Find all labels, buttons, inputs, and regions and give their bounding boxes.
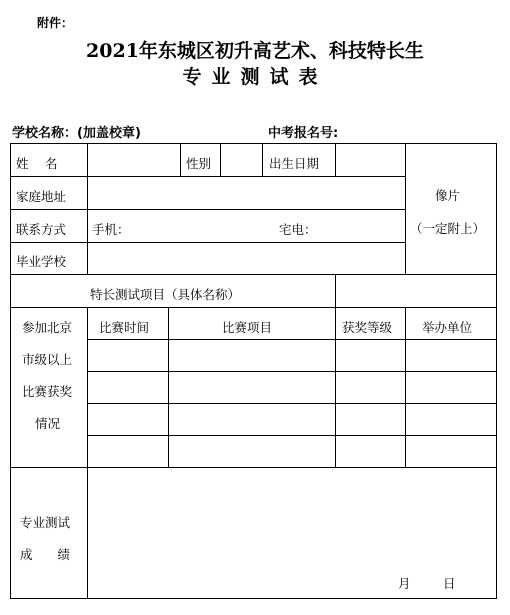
column-header-award-level: 获奖等级 — [342, 320, 393, 335]
score-label-line1: 专业测试 — [20, 515, 71, 530]
col-line — [168, 307, 169, 467]
row-line — [10, 307, 497, 308]
row-line — [10, 467, 497, 468]
attachment-label: 附件： — [37, 16, 74, 30]
photo-note: （一定附上） — [410, 221, 486, 236]
page-title: 2021年东城区初升高艺术、科技特长生 — [86, 40, 424, 62]
column-header-time: 比赛时间 — [99, 320, 150, 335]
competition-label-line4: 情况 — [35, 416, 61, 431]
score-label-line2: 成 绩 — [20, 547, 71, 562]
col-line — [220, 143, 221, 176]
graduation-school-label: 毕业学校 — [16, 254, 67, 269]
table-border-bottom — [10, 598, 497, 599]
table-border-top — [10, 143, 497, 144]
home-phone-label: 宅电： — [279, 222, 317, 237]
row-line — [10, 242, 405, 243]
page-subtitle: 专业测试表 — [182, 66, 328, 88]
school-name-label: 学校名称：(加盖校章) — [12, 126, 141, 141]
row-line — [10, 176, 405, 177]
name-label: 姓 名 — [16, 156, 60, 171]
table-border-left — [10, 143, 11, 599]
birth-date-label: 出生日期 — [269, 156, 320, 171]
row-line — [10, 209, 405, 210]
column-header-organizer: 举办单位 — [422, 320, 473, 335]
test-item-label: 特长测试项目（具体名称） — [90, 287, 241, 302]
row-line — [87, 435, 497, 436]
col-line — [405, 143, 406, 274]
photo-label: 像片 — [435, 188, 461, 203]
score-day: 日 — [443, 576, 456, 591]
row-line — [87, 339, 497, 340]
col-line — [87, 307, 88, 598]
col-line — [335, 274, 336, 467]
col-line — [180, 143, 181, 176]
col-line — [87, 143, 88, 274]
col-line — [335, 143, 336, 176]
address-label: 家庭地址 — [16, 189, 67, 204]
competition-label-line3: 比赛获奖 — [22, 384, 73, 399]
exam-number-label: 中考报名号: — [268, 126, 339, 141]
score-month: 月 — [398, 576, 411, 591]
gender-label: 性别 — [186, 156, 212, 171]
col-line — [405, 307, 406, 467]
row-line — [10, 274, 497, 275]
mobile-label: 手机： — [92, 222, 130, 237]
row-line — [87, 371, 497, 372]
contact-label: 联系方式 — [16, 222, 67, 237]
row-line — [87, 403, 497, 404]
col-line — [262, 143, 263, 176]
column-header-event: 比赛项目 — [222, 320, 273, 335]
competition-label-line1: 参加北京 — [22, 320, 73, 335]
competition-label-line2: 市级以上 — [22, 352, 73, 367]
